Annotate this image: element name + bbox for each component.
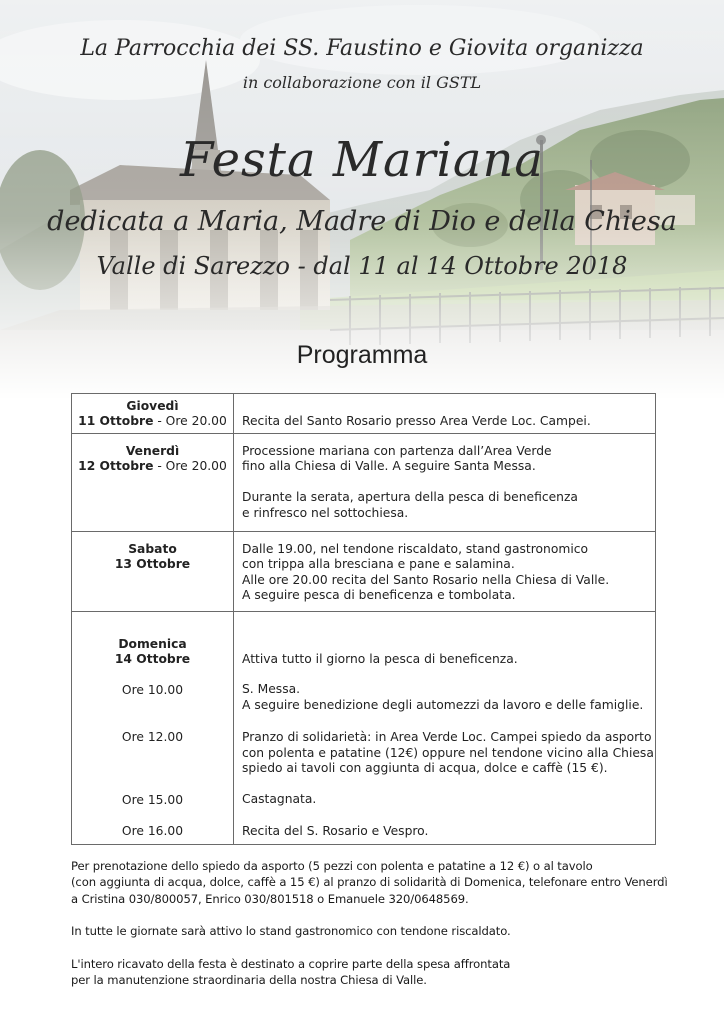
desc-cell-giovedi <box>234 394 656 434</box>
program-line: S. Messa. <box>242 682 301 697</box>
program-line: Dalle 19.00, nel tendone riscaldato, stand gastronomico <box>242 542 589 556</box>
day-date: 13 Ottobre <box>114 557 191 572</box>
day-name: Venerdì <box>125 444 180 458</box>
place-and-dates: Valle di Sarezzo - dal 11 al 14 Ottobre 2018 <box>96 252 628 280</box>
day-cell-giovedi <box>72 394 234 434</box>
program-line: Castagnata. <box>242 792 317 807</box>
day-cell-venerdi <box>72 434 234 532</box>
program-line: Recita del Santo Rosario presso Area Verde Loc. Campei. <box>242 414 591 428</box>
note-line: In tutte le giornate sarà attivo lo stand gastronomico con tendone riscaldato. <box>71 924 511 939</box>
program-line: Recita del S. Rosario e Vespro. <box>242 823 429 838</box>
program-schedule-table <box>71 393 656 845</box>
day-name: Domenica <box>118 637 187 651</box>
program-line: e rinfresco nel sottochiesa. <box>242 505 409 520</box>
day-date: 11 Ottobre <box>78 414 154 429</box>
collaboration-line: in collaborazione con il GSTL <box>242 73 482 92</box>
desc-cell-domenica <box>234 612 656 845</box>
footer-notes <box>71 858 691 1005</box>
dedication-line: dedicata a Maria, Madre di Dio e della Chiesa <box>47 206 677 237</box>
table-row <box>72 612 656 845</box>
program-line: con trippa alla bresciana e pane e salamina. <box>242 557 515 572</box>
day-date: 14 Ottobre <box>114 652 191 667</box>
note-line: Per prenotazione dello spiedo da asporto (5 pezzi con polenta e patatine a 12 €) o al tavolo <box>71 859 593 873</box>
program-line: A seguire benedizione degli automezzi da lavoro e delle famiglie. <box>242 697 644 712</box>
program-line: Attiva tutto il giorno la pesca di beneficenza. <box>242 652 518 666</box>
event-time: Ore 10.00 <box>121 682 184 697</box>
proceeds-note <box>71 956 691 989</box>
event-time: Ore 16.00 <box>121 824 184 839</box>
program-heading: Programma <box>296 341 428 369</box>
event-time: Ore 15.00 <box>121 792 184 807</box>
table-row <box>72 394 656 434</box>
day-cell-domenica <box>72 612 234 845</box>
day-name: Sabato <box>128 542 177 556</box>
table-row <box>72 532 656 612</box>
program-line: Pranzo di solidarietà: in Area Verde Loc. Campei spiedo da asporto <box>242 730 652 745</box>
day-date: 12 Ottobre <box>78 459 154 474</box>
desc-cell-sabato <box>234 532 656 612</box>
day-time: - Ore 20.00 <box>153 459 227 474</box>
program-line: Durante la serata, apertura della pesca di beneficenza <box>242 490 578 505</box>
stand-note <box>71 923 691 939</box>
program-line: A seguire pesca di beneficenza e tombolata. <box>242 588 516 603</box>
program-line: spiedo ai tavoli con aggiunta di acqua, dolce e caffè (15 €). <box>242 761 608 776</box>
event-title: Festa Mariana <box>179 132 545 188</box>
day-cell-sabato <box>72 532 234 612</box>
program-line: Alle ore 20.00 recita del Santo Rosario nella Chiesa di Valle. <box>242 572 610 587</box>
program-line: Processione mariana con partenza dall’Area Verde <box>242 444 552 458</box>
note-line: (con aggiunta di acqua, dolce, caffè a 15 €) al pranzo di solidarità di Domenica, telefonare entro Venerdì <box>71 875 668 890</box>
desc-cell-venerdi <box>234 434 656 532</box>
note-line: per la manutenzione straordinaria della nostra Chiesa di Valle. <box>71 973 427 988</box>
program-line: fino alla Chiesa di Valle. A seguire Santa Messa. <box>242 459 536 474</box>
day-name: Giovedì <box>126 399 179 413</box>
event-time: Ore 12.00 <box>121 730 184 745</box>
table-row <box>72 434 656 532</box>
program-line: con polenta e patatine (12€) oppure nel tendone vicino alla Chiesa <box>242 745 654 760</box>
day-time: - Ore 20.00 <box>153 414 227 429</box>
note-line: L'intero ricavato della festa è destinato a coprire parte della spesa affrontata <box>71 956 511 971</box>
note-line: a Cristina 030/800057, Enrico 030/801518 o Emanuele 320/0648569. <box>71 891 469 906</box>
organizer-line: La Parrocchia dei SS. Faustino e Giovita organizza <box>80 36 644 61</box>
booking-note <box>71 858 691 907</box>
